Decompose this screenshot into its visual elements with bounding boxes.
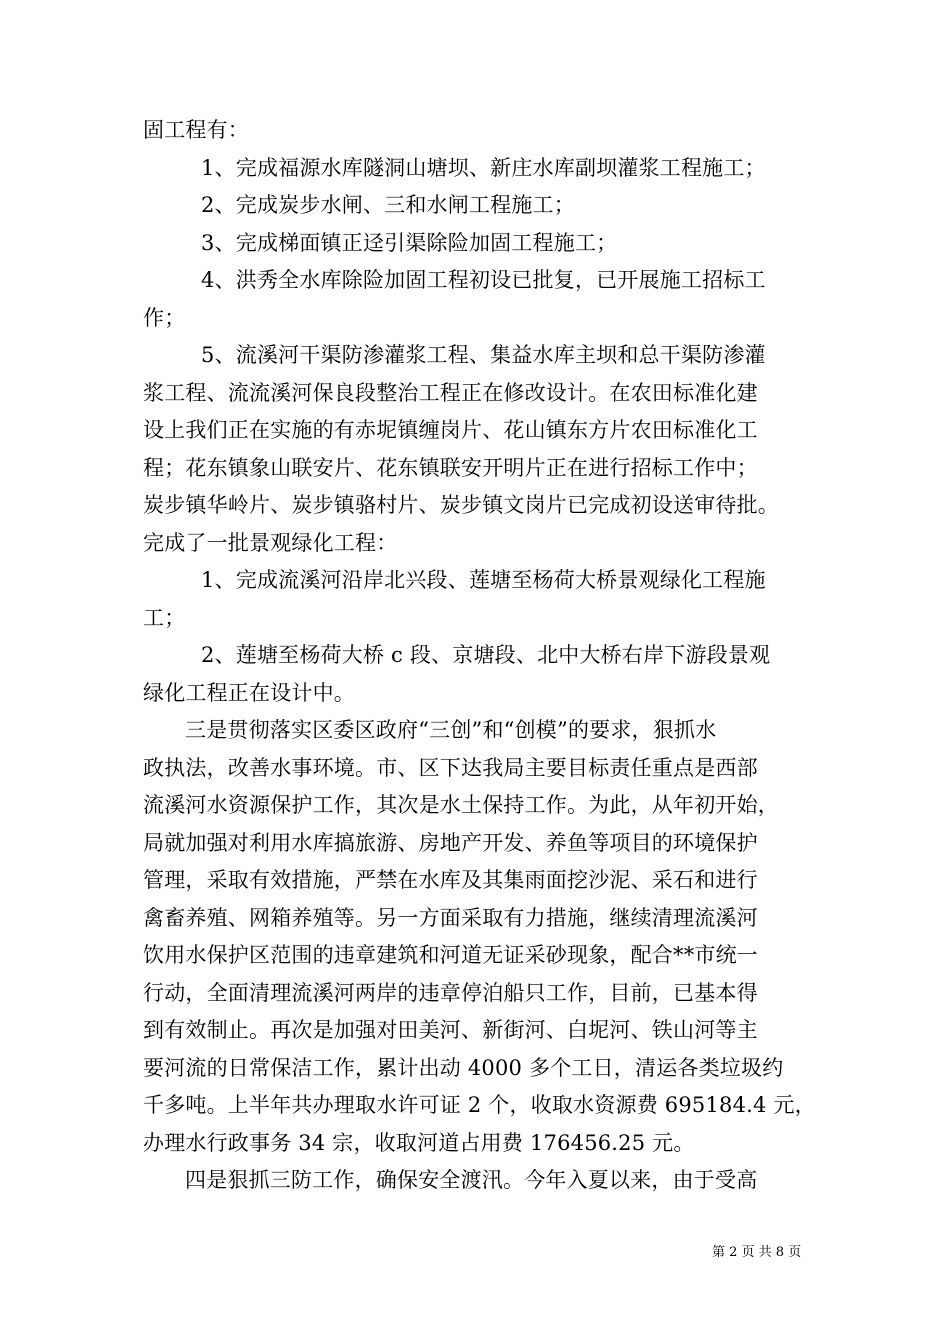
text-line: 管理，采取有效措施，严禁在水库及其集雨面挖沙泥、采石和进行 [143, 868, 758, 892]
text-line: 政执法，改善水事环境。市、区下达我局主要目标责任重点是西部 [143, 755, 758, 780]
text-line: 禽畜养殖、网箱养殖等。另一方面采取有力措施，继续清理流溪河 [143, 905, 758, 930]
text-line: 工； [143, 605, 186, 630]
text-line: 2、莲塘至杨荷大桥 c 段、京塘段、北中大桥右岸下游段景观 [201, 643, 771, 667]
page-footer: 第 2 页 共 8 页 [712, 1245, 802, 1260]
document-body [143, 112, 816, 1200]
text-line: 3、完成梯面镇正迳引渠除险加固工程施工； [201, 230, 618, 255]
text-line: 到有效制止。再次是加强对田美河、新街河、白坭河、铁山河等主 [143, 1018, 758, 1042]
text-line: 行动，全面清理流溪河两岸的违章停泊船只工作，目前，已基本得 [143, 980, 758, 1005]
text-line: 1、完成流溪河沿岸北兴段、莲塘至杨荷大桥景观绿化工程施 [201, 568, 766, 592]
text-line: 要河流的日常保洁工作，累计出动 4000 多个工日，清运各类垃圾约 [143, 1055, 784, 1080]
text-line: 炭步镇华岭片、炭步镇骆村片、炭步镇文岗片已完成初设送审待批。 [143, 493, 779, 517]
text-line: 四是狠抓三防工作，确保安全渡汛。今年入夏以来，由于受高 [185, 1168, 758, 1192]
text-line: 4、洪秀全水库除险加固工程初设已批复，已开展施工招标工 [201, 268, 766, 292]
text-line: 饮用水保护区范围的违章建筑和河道无证采砂现象，配合**市统一 [143, 943, 758, 967]
text-line: 局就加强对利用水库搞旅游、房地产开发、养鱼等项目的环境保护 [143, 830, 758, 855]
text-line: 2、完成炭步水闸、三和水闸工程施工； [201, 193, 575, 217]
text-line: 浆工程、流流溪河保良段整治工程正在修改设计。在农田标准化建 [143, 380, 758, 405]
text-line: 作； [143, 305, 186, 330]
text-line: 千多吨。上半年共办理取水许可证 2 个，收取水资源费 695184.4 元， [143, 1093, 816, 1117]
text-line: 三是贯彻落实区委区政府“三创”和“创模”的要求，狠抓水 [185, 718, 717, 742]
text-line: 办理水行政事务 34 宗，收取河道占用费 176456.25 元。 [143, 1130, 695, 1155]
text-line: 完成了一批景观绿化工程： [143, 530, 398, 555]
text-line: 1、完成福源水库隧洞山塘坝、新庄水库副坝灌浆工程施工； [201, 155, 766, 180]
text-line: 设上我们正在实施的有赤坭镇缠岗片、花山镇东方片农田标准化工 [143, 418, 758, 442]
text-line: 固工程有： [143, 118, 249, 142]
text-line: 5、流溪河干渠防渗灌浆工程、集益水库主坝和总干渠防渗灌 [201, 343, 766, 367]
text-line: 绿化工程正在设计中。 [143, 680, 355, 705]
text-line: 流溪河水资源保护工作，其次是水土保持工作。为此，从年初开始， [143, 793, 779, 817]
text-line: 程；花东镇象山联安片、花东镇联安开明片正在进行招标工作中； [143, 455, 758, 480]
